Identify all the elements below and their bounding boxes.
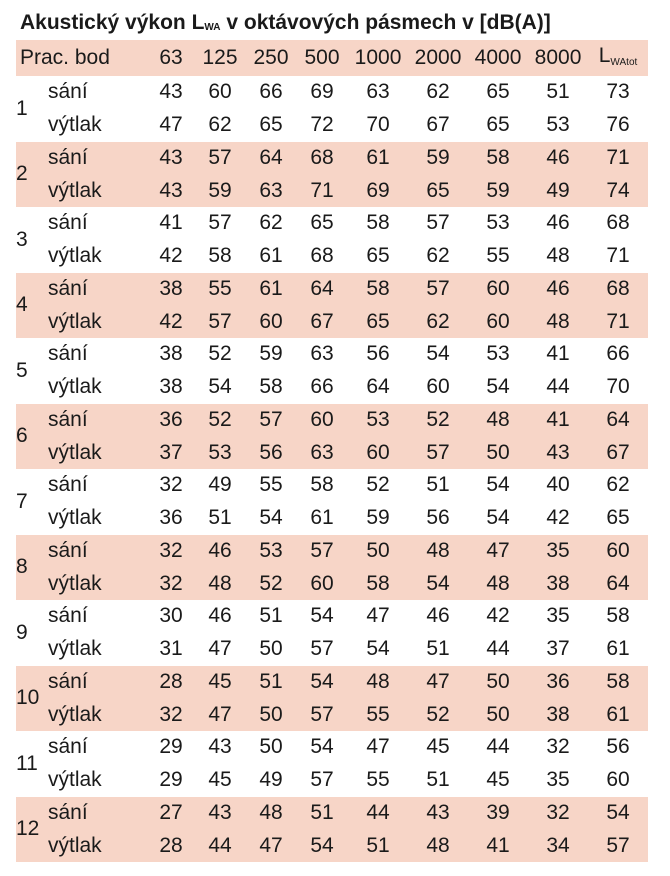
table-row [16,76,648,109]
mode-label: výtlak [48,244,102,268]
band-value-cell: 32 [159,473,183,497]
band-value-cell: 41 [528,404,588,437]
band-value-cell: 54 [208,375,232,399]
band-value-cell: 36 [148,404,194,437]
total-value-cell: 74 [588,174,648,207]
band-value-cell: 50 [246,698,296,731]
band-value-cell: 54 [486,506,510,530]
band-value-cell: 48 [468,404,528,437]
band-value-cell: 32 [546,735,570,759]
band-value-cell: 52 [408,404,468,437]
table-body [16,76,648,862]
table-row [16,142,648,175]
band-value-cell: 59 [408,142,468,175]
operating-point-number: 6 [16,404,48,470]
band-value-cell: 43 [528,436,588,469]
band-value-cell: 60 [246,305,296,338]
band-value-cell: 45 [486,768,510,792]
band-value-cell: 64 [366,375,390,399]
band-value-cell: 35 [546,604,570,628]
band-value-cell: 68 [296,142,348,175]
band-value-cell: 36 [159,506,183,530]
band-value-cell: 65 [310,211,334,235]
band-value-cell: 58 [468,142,528,175]
band-value-cell: 49 [528,174,588,207]
band-value-cell: 50 [259,637,283,661]
band-value-cell: 54 [259,506,283,530]
band-value-cell: 60 [468,273,528,306]
header-total-sub: WAtot [610,57,638,68]
band-value-cell: 53 [194,436,246,469]
band-value-cell: 42 [546,506,570,530]
band-value-cell: 55 [194,273,246,306]
band-value-cell: 47 [194,698,246,731]
band-value-cell: 46 [208,604,232,628]
band-value-cell: 64 [296,273,348,306]
operating-point-number: 4 [16,273,48,339]
total-value-cell: 66 [606,342,630,366]
operating-point-number: 12 [16,797,48,863]
band-value-cell: 38 [159,342,183,366]
mode-label: výtlak [48,829,148,862]
mode-label: sání [48,666,148,699]
band-value-cell: 58 [208,244,232,268]
band-value-cell: 59 [259,342,283,366]
band-value-cell: 43 [148,174,194,207]
band-value-cell: 51 [259,604,283,628]
band-value-cell: 69 [348,174,408,207]
band-value-cell: 40 [546,473,570,497]
mode-label: sání [48,80,88,104]
mode-label: sání [48,735,88,759]
mode-label: sání [48,473,88,497]
band-value-cell: 50 [468,436,528,469]
total-value-cell: 58 [588,666,648,699]
table-row [16,764,648,797]
table-row [16,731,648,764]
band-value-cell: 42 [486,604,510,628]
header-row [16,40,648,76]
band-value-cell: 50 [468,698,528,731]
band-value-cell: 32 [528,797,588,830]
band-value-cell: 62 [408,305,468,338]
table-row [16,338,648,371]
band-value-cell: 35 [546,768,570,792]
table-row [16,600,648,633]
band-value-cell: 28 [148,666,194,699]
band-value-cell: 44 [194,829,246,862]
mode-label: výtlak [48,506,102,530]
total-value-cell: 68 [588,273,648,306]
mode-label: sání [48,142,148,175]
mode-label: sání [48,342,88,366]
band-value-cell: 60 [426,375,450,399]
band-value-cell: 48 [546,244,570,268]
band-value-cell: 71 [296,174,348,207]
mode-label: výtlak [48,305,148,338]
total-value-cell: 71 [588,305,648,338]
band-value-cell: 52 [194,404,246,437]
mode-label: výtlak [48,567,148,600]
band-value-cell: 41 [546,342,570,366]
title-subscript: WA [204,22,221,33]
band-value-cell: 51 [426,637,450,661]
table-row [16,207,648,240]
band-value-cell: 57 [426,211,450,235]
table-row [16,109,648,142]
table-row [16,666,648,699]
band-value-cell: 61 [310,506,334,530]
band-value-cell: 53 [348,404,408,437]
mode-label: výtlak [48,375,102,399]
band-value-cell: 56 [246,436,296,469]
band-value-cell: 61 [259,244,283,268]
band-value-cell: 50 [259,735,283,759]
band-value-cell: 54 [426,342,450,366]
band-value-cell: 46 [546,211,570,235]
band-value-cell: 43 [148,142,194,175]
band-value-cell: 63 [310,342,334,366]
operating-point-number: 8 [16,535,48,601]
band-value-cell: 69 [310,80,334,104]
band-value-cell: 52 [208,342,232,366]
table-row [16,469,648,502]
band-value-cell: 58 [366,211,390,235]
header-total-main: L [598,44,611,67]
band-value-cell: 57 [296,698,348,731]
band-value-cell: 59 [194,174,246,207]
band-value-cell: 44 [546,375,570,399]
band-value-cell: 32 [148,535,194,568]
mode-label: sání [48,797,148,830]
total-value-cell: 64 [588,404,648,437]
band-value-cell: 55 [366,768,390,792]
band-value-cell: 65 [259,113,283,137]
band-value-cell: 46 [528,273,588,306]
total-value-cell: 57 [588,829,648,862]
table-row [16,698,648,731]
band-value-cell: 51 [546,80,570,104]
band-value-cell: 54 [408,567,468,600]
band-value-cell: 51 [426,473,450,497]
band-value-cell: 45 [194,666,246,699]
total-value-cell: 71 [588,142,648,175]
band-value-cell: 54 [310,735,334,759]
band-value-cell: 31 [159,637,183,661]
band-value-cell: 64 [246,142,296,175]
band-value-cell: 47 [408,666,468,699]
band-value-cell: 38 [528,698,588,731]
header-point-label: Prac. bod [16,40,148,76]
band-value-cell: 54 [296,666,348,699]
band-value-cell: 62 [426,244,450,268]
mode-label: výtlak [48,637,102,661]
band-value-cell: 48 [408,829,468,862]
band-value-cell: 47 [468,535,528,568]
band-value-cell: 27 [148,797,194,830]
band-value-cell: 70 [366,113,390,137]
band-value-cell: 59 [366,506,390,530]
band-value-cell: 41 [468,829,528,862]
total-value-cell: 61 [606,637,630,661]
band-value-cell: 68 [310,244,334,268]
band-value-cell: 48 [246,797,296,830]
band-value-cell: 35 [528,535,588,568]
band-value-cell: 38 [159,375,183,399]
band-value-cell: 56 [366,342,390,366]
band-value-cell: 65 [408,174,468,207]
band-value-cell: 67 [426,113,450,137]
total-value-cell: 73 [606,80,630,104]
table-row [16,797,648,830]
total-value-cell: 70 [606,375,630,399]
band-value-cell: 57 [408,436,468,469]
table-row [16,829,648,862]
band-value-cell: 37 [148,436,194,469]
total-value-cell: 67 [588,436,648,469]
band-value-cell: 29 [159,735,183,759]
band-value-cell: 66 [310,375,334,399]
band-value-cell: 57 [246,404,296,437]
band-value-cell: 54 [486,473,510,497]
band-value-cell: 49 [259,768,283,792]
band-value-cell: 48 [528,305,588,338]
band-value-cell: 47 [366,604,390,628]
band-value-cell: 58 [310,473,334,497]
band-value-cell: 48 [468,567,528,600]
band-value-cell: 62 [208,113,232,137]
band-value-cell: 48 [194,567,246,600]
total-value-cell: 65 [606,506,630,530]
band-value-cell: 58 [259,375,283,399]
header-band-125: 125 [194,40,246,76]
band-value-cell: 61 [348,142,408,175]
mode-label: sání [48,273,148,306]
band-value-cell: 53 [546,113,570,137]
table-row [16,633,648,666]
header-band-63: 63 [148,40,194,76]
table-row [16,305,648,338]
band-value-cell: 52 [408,698,468,731]
band-value-cell: 44 [486,735,510,759]
band-value-cell: 58 [348,273,408,306]
band-value-cell: 30 [159,604,183,628]
band-value-cell: 57 [208,211,232,235]
band-value-cell: 47 [159,113,183,137]
band-value-cell: 48 [408,535,468,568]
band-value-cell: 54 [310,604,334,628]
table-row [16,174,648,207]
band-value-cell: 43 [408,797,468,830]
band-value-cell: 43 [208,735,232,759]
header-total [588,40,648,76]
band-value-cell: 54 [486,375,510,399]
band-value-cell: 59 [468,174,528,207]
title-suffix: v oktávových pásmech v [dB(A)] [220,11,551,34]
band-value-cell: 58 [348,567,408,600]
header-band-4000: 4000 [468,40,528,76]
band-value-cell: 51 [348,829,408,862]
band-value-cell: 45 [208,768,232,792]
band-value-cell: 65 [486,80,510,104]
band-value-cell: 57 [310,637,334,661]
band-value-cell: 29 [159,768,183,792]
header-band-8000: 8000 [528,40,588,76]
band-value-cell: 57 [408,273,468,306]
band-value-cell: 48 [348,666,408,699]
table-row [16,371,648,404]
band-value-cell: 47 [208,637,232,661]
band-value-cell: 38 [148,273,194,306]
table-row [16,436,648,469]
header-band-2000: 2000 [408,40,468,76]
mode-label: výtlak [48,436,148,469]
header-band-500: 500 [296,40,348,76]
mode-label: výtlak [48,768,102,792]
band-value-cell: 61 [246,273,296,306]
band-value-cell: 46 [528,142,588,175]
band-value-cell: 54 [366,637,390,661]
band-value-cell: 42 [148,305,194,338]
band-value-cell: 47 [246,829,296,862]
table-row [16,240,648,273]
total-value-cell: 71 [606,244,630,268]
band-value-cell: 54 [296,829,348,862]
band-value-cell: 51 [246,666,296,699]
band-value-cell: 44 [486,637,510,661]
table-row [16,502,648,535]
operating-point-number: 7 [16,489,28,513]
band-value-cell: 55 [259,473,283,497]
band-value-cell: 53 [486,211,510,235]
band-value-cell: 57 [194,305,246,338]
mode-label: výtlak [48,698,148,731]
band-value-cell: 51 [208,506,232,530]
total-value-cell: 60 [606,768,630,792]
operating-point-number: 5 [16,358,28,382]
mode-label: sání [48,404,148,437]
band-value-cell: 45 [426,735,450,759]
mode-label: sání [48,211,88,235]
band-value-cell: 37 [546,637,570,661]
band-value-cell: 66 [259,80,283,104]
band-value-cell: 44 [348,797,408,830]
table-row [16,404,648,437]
band-value-cell: 28 [148,829,194,862]
band-value-cell: 53 [246,535,296,568]
table-title [20,8,551,38]
band-value-cell: 55 [486,244,510,268]
mode-label: výtlak [48,174,148,207]
band-value-cell: 55 [348,698,408,731]
band-value-cell: 52 [366,473,390,497]
band-value-cell: 34 [528,829,588,862]
band-value-cell: 65 [348,305,408,338]
table-row [16,273,648,306]
band-value-cell: 52 [246,567,296,600]
band-value-cell: 49 [208,473,232,497]
band-value-cell: 57 [310,768,334,792]
band-value-cell: 57 [194,142,246,175]
band-value-cell: 36 [528,666,588,699]
operating-point-number: 10 [16,666,48,732]
band-value-cell: 39 [468,797,528,830]
band-value-cell: 57 [296,535,348,568]
band-value-cell: 47 [366,735,390,759]
band-value-cell: 43 [194,797,246,830]
acoustic-power-table [16,40,648,862]
operating-point-number: 9 [16,620,28,644]
band-value-cell: 51 [426,768,450,792]
band-value-cell: 60 [348,436,408,469]
mode-label: sání [48,604,88,628]
total-value-cell: 61 [588,698,648,731]
band-value-cell: 63 [246,174,296,207]
total-value-cell: 58 [606,604,630,628]
band-value-cell: 32 [148,567,194,600]
band-value-cell: 60 [296,567,348,600]
total-value-cell: 54 [588,797,648,830]
band-value-cell: 46 [194,535,246,568]
band-value-cell: 65 [366,244,390,268]
band-value-cell: 65 [486,113,510,137]
mode-label: výtlak [48,113,102,137]
band-value-cell: 46 [426,604,450,628]
band-value-cell: 53 [486,342,510,366]
band-value-cell: 38 [528,567,588,600]
band-value-cell: 43 [159,80,183,104]
band-value-cell: 63 [296,436,348,469]
band-value-cell: 60 [468,305,528,338]
operating-point-number: 11 [16,751,38,775]
total-value-cell: 60 [588,535,648,568]
total-value-cell: 76 [606,113,630,137]
operating-point-number: 2 [16,142,48,208]
band-value-cell: 41 [159,211,183,235]
band-value-cell: 50 [468,666,528,699]
operating-point-number: 1 [16,96,28,120]
header-band-1000: 1000 [348,40,408,76]
total-value-cell: 64 [588,567,648,600]
total-value-cell: 56 [606,735,630,759]
table-row [16,567,648,600]
band-value-cell: 50 [348,535,408,568]
band-value-cell: 62 [259,211,283,235]
band-value-cell: 67 [296,305,348,338]
band-value-cell: 56 [426,506,450,530]
band-value-cell: 51 [296,797,348,830]
operating-point-number: 3 [16,227,28,251]
table-row [16,535,648,568]
band-value-cell: 32 [148,698,194,731]
header-band-250: 250 [246,40,296,76]
mode-label: sání [48,535,148,568]
band-value-cell: 60 [208,80,232,104]
band-value-cell: 42 [159,244,183,268]
band-value-cell: 63 [366,80,390,104]
title-prefix: Akustický výkon L [20,11,205,34]
band-value-cell: 60 [296,404,348,437]
total-value-cell: 68 [606,211,630,235]
band-value-cell: 62 [426,80,450,104]
total-value-cell: 62 [606,473,630,497]
band-value-cell: 72 [310,113,334,137]
